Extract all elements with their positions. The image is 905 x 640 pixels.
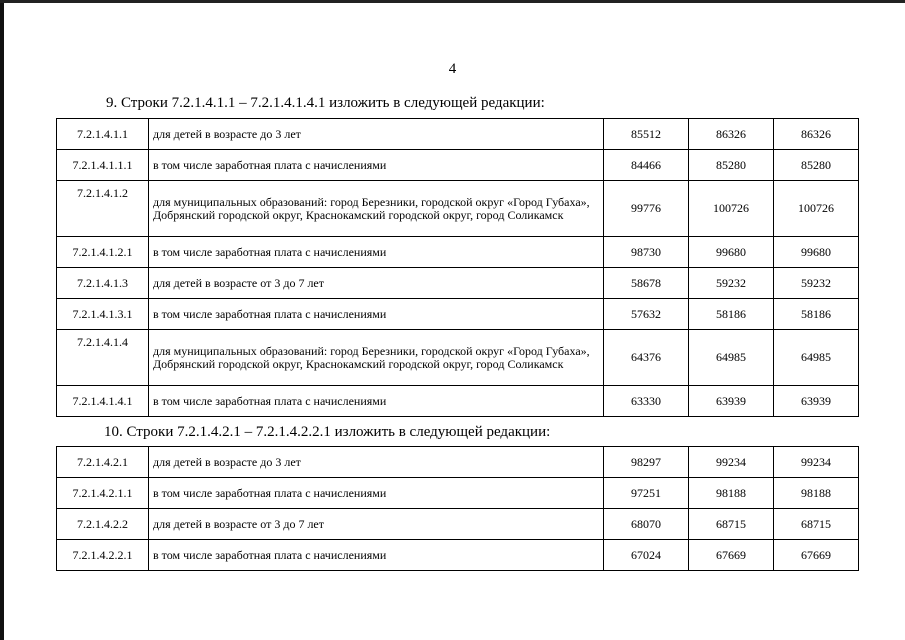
row-value-1: 97251 (604, 478, 689, 509)
section-10-heading: 10. Строки 7.2.1.4.2.1 – 7.2.1.4.2.2.1 изложить в следующей редакции: (104, 424, 551, 440)
row-code: 7.2.1.4.2.1 (57, 447, 149, 478)
row-code: 7.2.1.4.1.1.1 (57, 150, 149, 181)
row-description: в том числе заработная плата с начислениями (149, 150, 604, 181)
row-value-1: 84466 (604, 150, 689, 181)
row-description: для детей в возрасте от 3 до 7 лет (149, 268, 604, 299)
row-description: для детей в возрасте до 3 лет (149, 447, 604, 478)
page-number: 4 (448, 61, 457, 77)
row-code: 7.2.1.4.2.2 (57, 509, 149, 540)
row-value-2: 64985 (689, 330, 774, 386)
row-value-2: 67669 (689, 540, 774, 571)
row-value-3: 86326 (774, 119, 859, 150)
table-row (57, 540, 859, 571)
section-10-table (56, 446, 859, 571)
section-9-table (56, 118, 859, 417)
row-description: для детей в возрасте от 3 до 7 лет (149, 509, 604, 540)
row-value-3: 85280 (774, 150, 859, 181)
row-code: 7.2.1.4.2.2.1 (57, 540, 149, 571)
row-code: 7.2.1.4.1.3 (57, 268, 149, 299)
row-value-3: 64985 (774, 330, 859, 386)
row-value-2: 59232 (689, 268, 774, 299)
row-code: 7.2.1.4.1.4.1 (57, 386, 149, 417)
section-9-heading: 9. Строки 7.2.1.4.1.1 – 7.2.1.4.1.4.1 изложить в следующей редакции: (106, 95, 545, 111)
row-value-1: 68070 (604, 509, 689, 540)
scan-edge-top (0, 0, 905, 3)
row-code: 7.2.1.4.1.2.1 (57, 237, 149, 268)
row-code: 7.2.1.4.1.3.1 (57, 299, 149, 330)
row-value-3: 59232 (774, 268, 859, 299)
row-code: 7.2.1.4.1.1 (57, 119, 149, 150)
row-description: в том числе заработная плата с начислениями (149, 299, 604, 330)
row-value-2: 99680 (689, 237, 774, 268)
table-row (57, 330, 859, 386)
row-value-2: 68715 (689, 509, 774, 540)
row-description: в том числе заработная плата с начислениями (149, 540, 604, 571)
row-value-1: 64376 (604, 330, 689, 386)
row-value-3: 63939 (774, 386, 859, 417)
row-value-2: 99234 (689, 447, 774, 478)
table-row (57, 119, 859, 150)
row-value-1: 98730 (604, 237, 689, 268)
row-code: 7.2.1.4.1.2 (57, 181, 149, 237)
row-description: в том числе заработная плата с начислениями (149, 386, 604, 417)
row-value-3: 100726 (774, 181, 859, 237)
row-description: в том числе заработная плата с начислениями (149, 478, 604, 509)
row-code: 7.2.1.4.2.1.1 (57, 478, 149, 509)
row-value-2: 86326 (689, 119, 774, 150)
row-description: для муниципальных образований: город Березники, городской округ «Город Губаха», Добрянский городской округ, Краснокамский городской округ, город Соликамск (149, 330, 604, 386)
table-row (57, 237, 859, 268)
row-value-2: 63939 (689, 386, 774, 417)
row-value-1: 85512 (604, 119, 689, 150)
row-value-3: 98188 (774, 478, 859, 509)
row-value-2: 85280 (689, 150, 774, 181)
table-row (57, 386, 859, 417)
row-description: в том числе заработная плата с начислениями (149, 237, 604, 268)
row-value-1: 57632 (604, 299, 689, 330)
row-value-1: 58678 (604, 268, 689, 299)
row-value-3: 58186 (774, 299, 859, 330)
row-value-3: 99680 (774, 237, 859, 268)
table-row (57, 150, 859, 181)
table-row (57, 509, 859, 540)
scan-edge-left (0, 0, 4, 640)
table-row (57, 478, 859, 509)
row-value-1: 98297 (604, 447, 689, 478)
table-row (57, 181, 859, 237)
row-description: для муниципальных образований: город Березники, городской округ «Город Губаха», Добрянский городской округ, Краснокамский городской округ, город Соликамск (149, 181, 604, 237)
row-value-2: 100726 (689, 181, 774, 237)
table-row (57, 447, 859, 478)
row-value-3: 68715 (774, 509, 859, 540)
row-value-1: 99776 (604, 181, 689, 237)
row-value-3: 99234 (774, 447, 859, 478)
row-value-1: 63330 (604, 386, 689, 417)
row-value-2: 58186 (689, 299, 774, 330)
table-row (57, 299, 859, 330)
row-value-2: 98188 (689, 478, 774, 509)
table-row (57, 268, 859, 299)
row-code: 7.2.1.4.1.4 (57, 330, 149, 386)
row-value-3: 67669 (774, 540, 859, 571)
row-description: для детей в возрасте до 3 лет (149, 119, 604, 150)
row-value-1: 67024 (604, 540, 689, 571)
